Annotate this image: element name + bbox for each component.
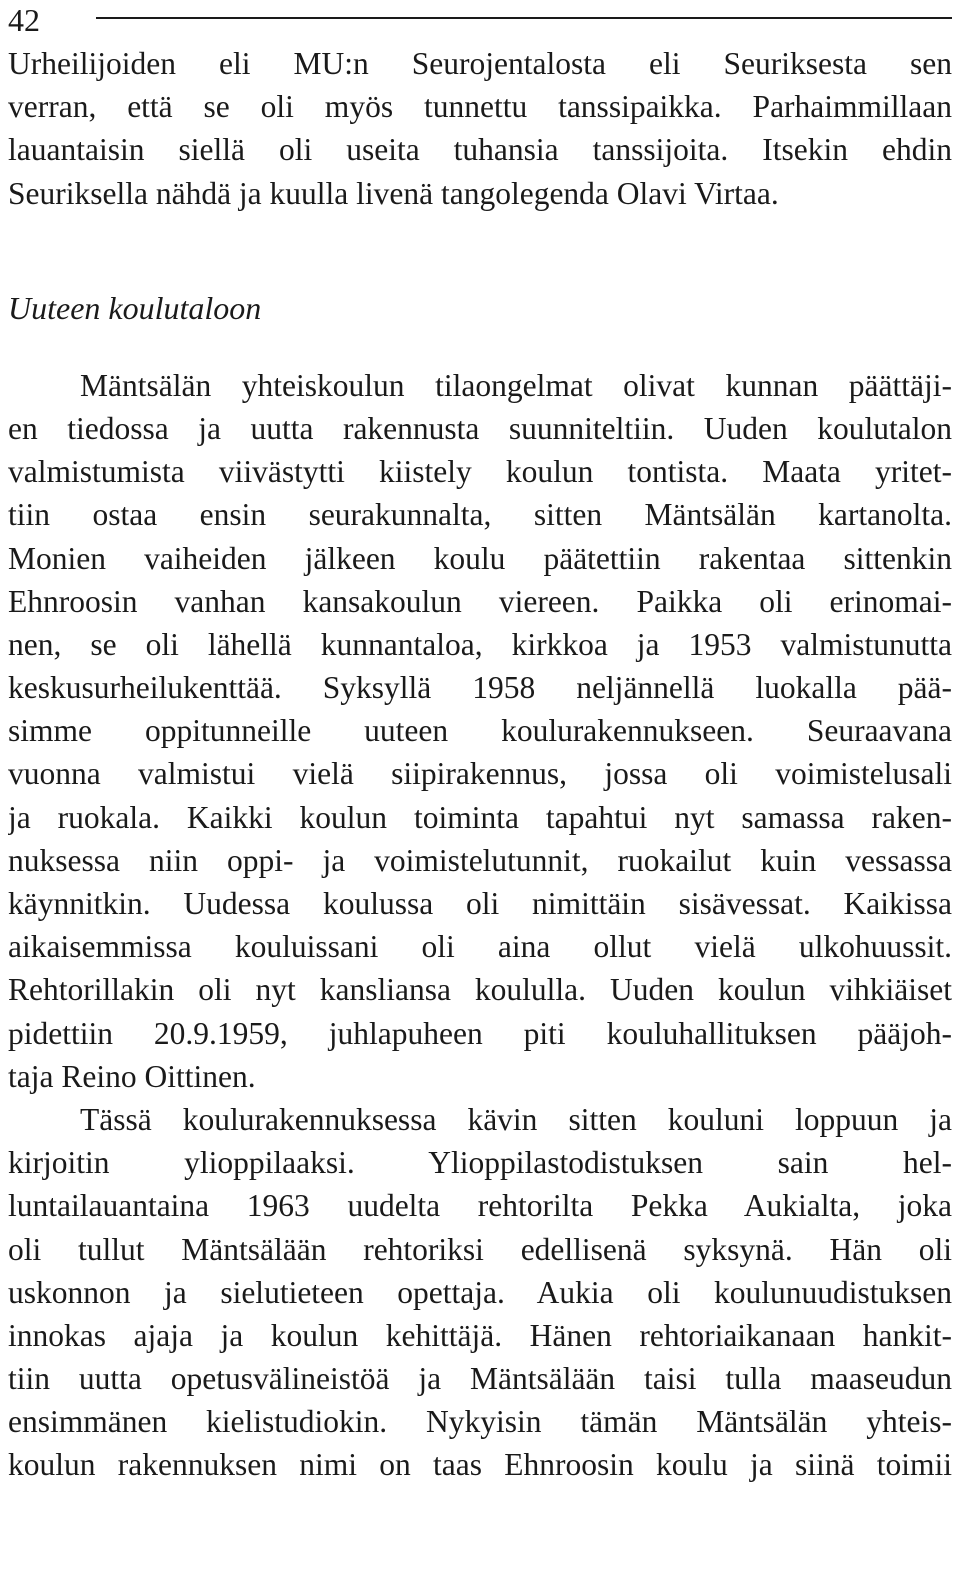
- text-line: taja Reino Oittinen.: [8, 1058, 256, 1094]
- text-line: keskusurheilukenttää. Syksyllä 1958 neljännellä luokalla pää-: [8, 670, 952, 706]
- header-rule: [96, 17, 952, 19]
- page-header: [0, 0, 960, 40]
- text-line: en tiedossa ja uutta rakennusta suunniteltiin. Uuden koulutalon: [8, 410, 952, 446]
- text-line: ja ruokala. Kaikki koulun toiminta tapahtui nyt samassa raken-: [8, 799, 952, 835]
- text-line: verran, että se oli myös tunnettu tanssipaikka. Parhaimmillaan: [8, 89, 952, 125]
- text-line: luntailauantaina 1963 uudelta rehtorilta Pekka Aukialta, joka: [8, 1188, 952, 1224]
- text-line: nuksessa niin oppi- ja voimistelutunnit, ruokailut kuin vessassa: [8, 842, 952, 878]
- text-line: Seuriksella nähdä ja kuulla livenä tangolegenda Olavi Virtaa.: [8, 175, 779, 211]
- page-content: [8, 42, 952, 1487]
- text-line: aikaisemmissa kouluissani oli aina ollut vielä ulkohuussit.: [8, 929, 952, 965]
- section-heading: Uuteen koulutaloon: [8, 289, 262, 326]
- text-line: Mäntsälän yhteiskoulun tilaongelmat olivat kunnan päättäji-: [80, 367, 952, 403]
- text-line: vuonna valmistui vielä siipirakennus, jossa oli voimistelusali: [8, 756, 952, 792]
- text-line: kirjoitin ylioppilaaksi. Ylioppilastodistuksen sain hel-: [8, 1145, 952, 1181]
- text-line: Monien vaiheiden jälkeen koulu päätettiin rakentaa sittenkin: [8, 540, 952, 576]
- text-line: Urheilijoiden eli MU:n Seurojentalosta eli Seuriksesta sen: [8, 46, 952, 81]
- section-paragraph-1: [8, 364, 952, 1098]
- text-line: käynnitkin. Uudessa koulussa oli nimittäin sisävessat. Kaikissa: [8, 886, 952, 921]
- text-line: Ehnroosin vanhan kansakoulun viereen. Paikka oli erinomai-: [8, 583, 952, 619]
- text-line: innokas ajaja ja koulun kehittäjä. Hänen rehtoriaikanaan hankit-: [8, 1317, 952, 1353]
- intro-paragraph: [8, 42, 952, 215]
- text-line: uskonnon ja sielutieteen opettaja. Aukia oli koulunuudistuksen: [8, 1274, 952, 1310]
- text-line: Tässä koulurakennuksessa kävin sitten kouluni loppuun ja: [80, 1101, 952, 1137]
- text-line: pidettiin 20.9.1959, juhlapuheen piti kouluhallituksen pääjoh-: [8, 1015, 952, 1051]
- text-line: ensimmänen kielistudiokin. Nykyisin tämän Mäntsälän yhteis-: [8, 1404, 952, 1440]
- text-line: Rehtorillakin oli nyt kansliansa koululla. Uuden koulun vihkiäiset: [8, 972, 952, 1008]
- text-line: valmistumista viivästytti kiistely koulun tontista. Maata yritet-: [8, 454, 952, 490]
- text-line: simme oppitunneille uuteen koulurakennukseen. Seuraavana: [8, 713, 952, 749]
- page-number: 42: [8, 2, 40, 38]
- text-line: tiin uutta opetusvälineistöä ja Mäntsälään taisi tulla maaseudun: [8, 1361, 952, 1397]
- text-line: oli tullut Mäntsälään rehtoriksi edellisenä syksynä. Hän oli: [8, 1231, 952, 1267]
- text-line: tiin ostaa ensin seurakunnalta, sitten Mäntsälän kartanolta.: [8, 497, 952, 533]
- text-line: koulun rakennuksen nimi on taas Ehnroosin koulu ja siinä toimii: [8, 1447, 952, 1483]
- text-line: nen, se oli lähellä kunnantaloa, kirkkoa ja 1953 valmistunutta: [8, 626, 952, 662]
- section-paragraph-2: [8, 1098, 952, 1487]
- text-line: lauantaisin siellä oli useita tuhansia tanssijoita. Itsekin ehdin: [8, 132, 952, 168]
